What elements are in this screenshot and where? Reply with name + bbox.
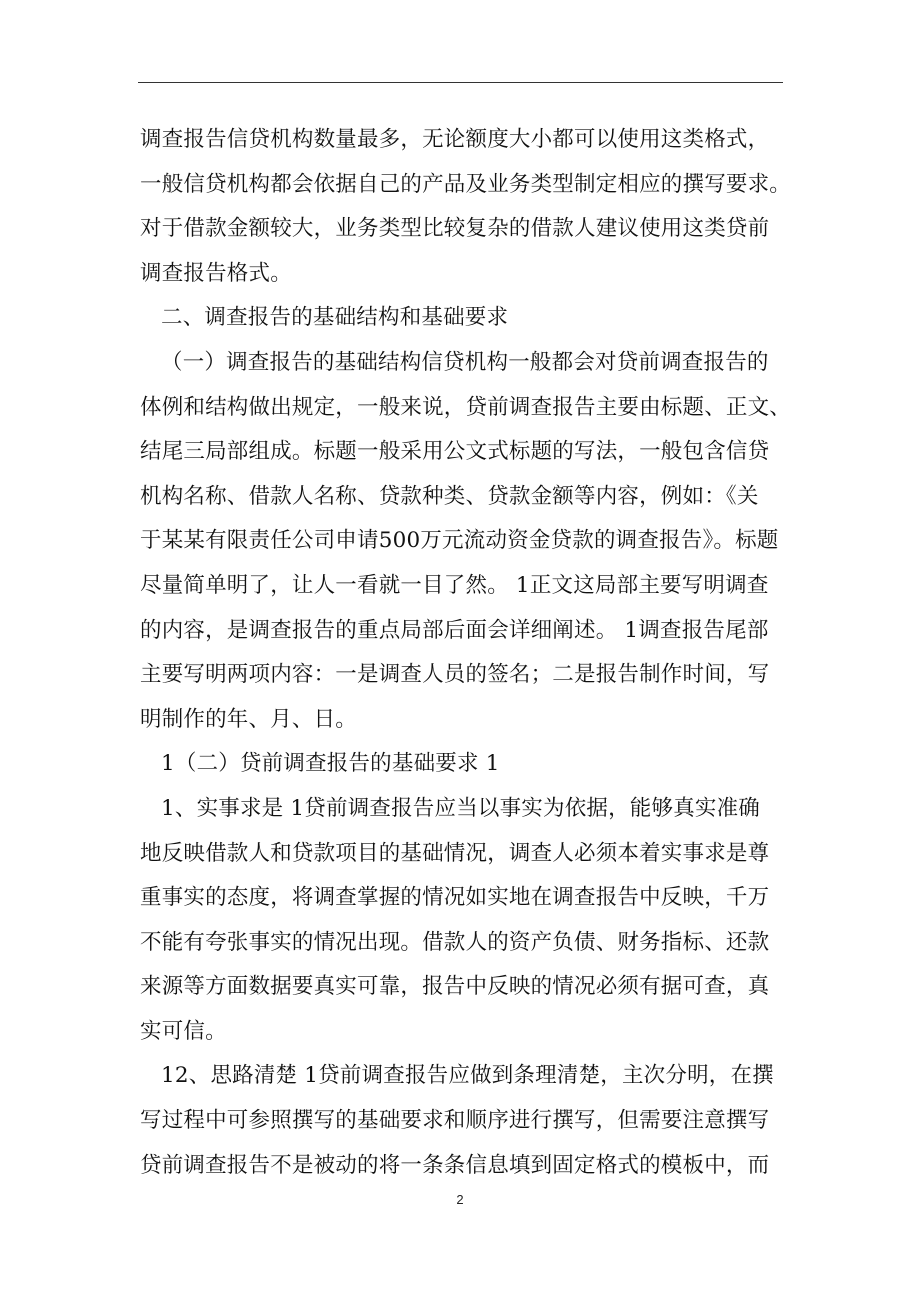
body-line: 于某某有限责任公司申请500万元流动资金贷款的调查报告》。标题 [140, 528, 779, 554]
body-line: 地反映借款人和贷款项目的基础情况，调查人必须本着实事求是尊 [140, 840, 770, 866]
page-number: 2 [456, 1192, 464, 1207]
body-line: 明制作的年、月、日。 [140, 706, 358, 732]
body-line: 12、思路清楚 1贷前调查报告应做到条理清楚，主次分明，在撰 [161, 1063, 774, 1089]
body-line: 实可信。 [140, 1018, 227, 1044]
document-body [140, 118, 800, 1188]
subsection-heading: 1（二）贷前调查报告的基础要求 1 [161, 751, 500, 777]
body-line: 不能有夸张事实的情况出现。借款人的资产负债、财务指标、还款 [140, 929, 770, 955]
body-line: 1、实事求是 1贷前调查报告应当以事实为依据，能够真实准确 [161, 795, 760, 821]
body-line: 一般信贷机构都会依据自己的产品及业务类型制定相应的撰写要求。 [140, 171, 792, 197]
body-line: 体例和结构做出规定，一般来说，贷前调查报告主要由标题、正文、 [140, 394, 792, 420]
body-line: 尽量简单明了，让人一看就一目了然。 1正文这局部主要写明调查 [140, 572, 769, 598]
body-line: 的内容，是调查报告的重点局部后面会详细阐述。 1调查报告尾部 [140, 617, 769, 643]
section-heading: 二、调查报告的基础结构和基础要求 [161, 305, 509, 331]
body-line: 调查报告信贷机构数量最多，无论额度大小都可以使用这类格式， [140, 127, 770, 152]
body-line: 主要写明两项内容：一是调查人员的签名；二是报告制作时间，写 [140, 662, 770, 688]
body-line: 机构名称、借款人名称、贷款种类、贷款金额等内容，例如：《关 [140, 483, 759, 509]
body-line: 写过程中可参照撰写的基础要求和顺序进行撰写，但需要注意撰写 [140, 1108, 770, 1134]
body-line: 调查报告格式。 [140, 260, 292, 286]
body-line: 结尾三局部组成。标题一般采用公文式标题的写法，一般包含信贷 [140, 439, 770, 465]
header-rule [138, 82, 783, 83]
body-line: 重事实的态度，将调查掌握的情况如实地在调查报告中反映，千万 [140, 885, 770, 911]
body-line: 来源等方面数据要真实可靠，报告中反映的情况必须有据可查，真 [140, 974, 770, 1000]
body-line: 对于借款金额较大，业务类型比较复杂的借款人建议使用这类贷前 [140, 216, 770, 242]
body-line: （一）调查报告的基础结构信贷机构一般都会对贷前调查报告的 [161, 349, 769, 375]
body-line: 贷前调查报告不是被动的将一条条信息填到固定格式的模板中，而 [140, 1152, 770, 1178]
